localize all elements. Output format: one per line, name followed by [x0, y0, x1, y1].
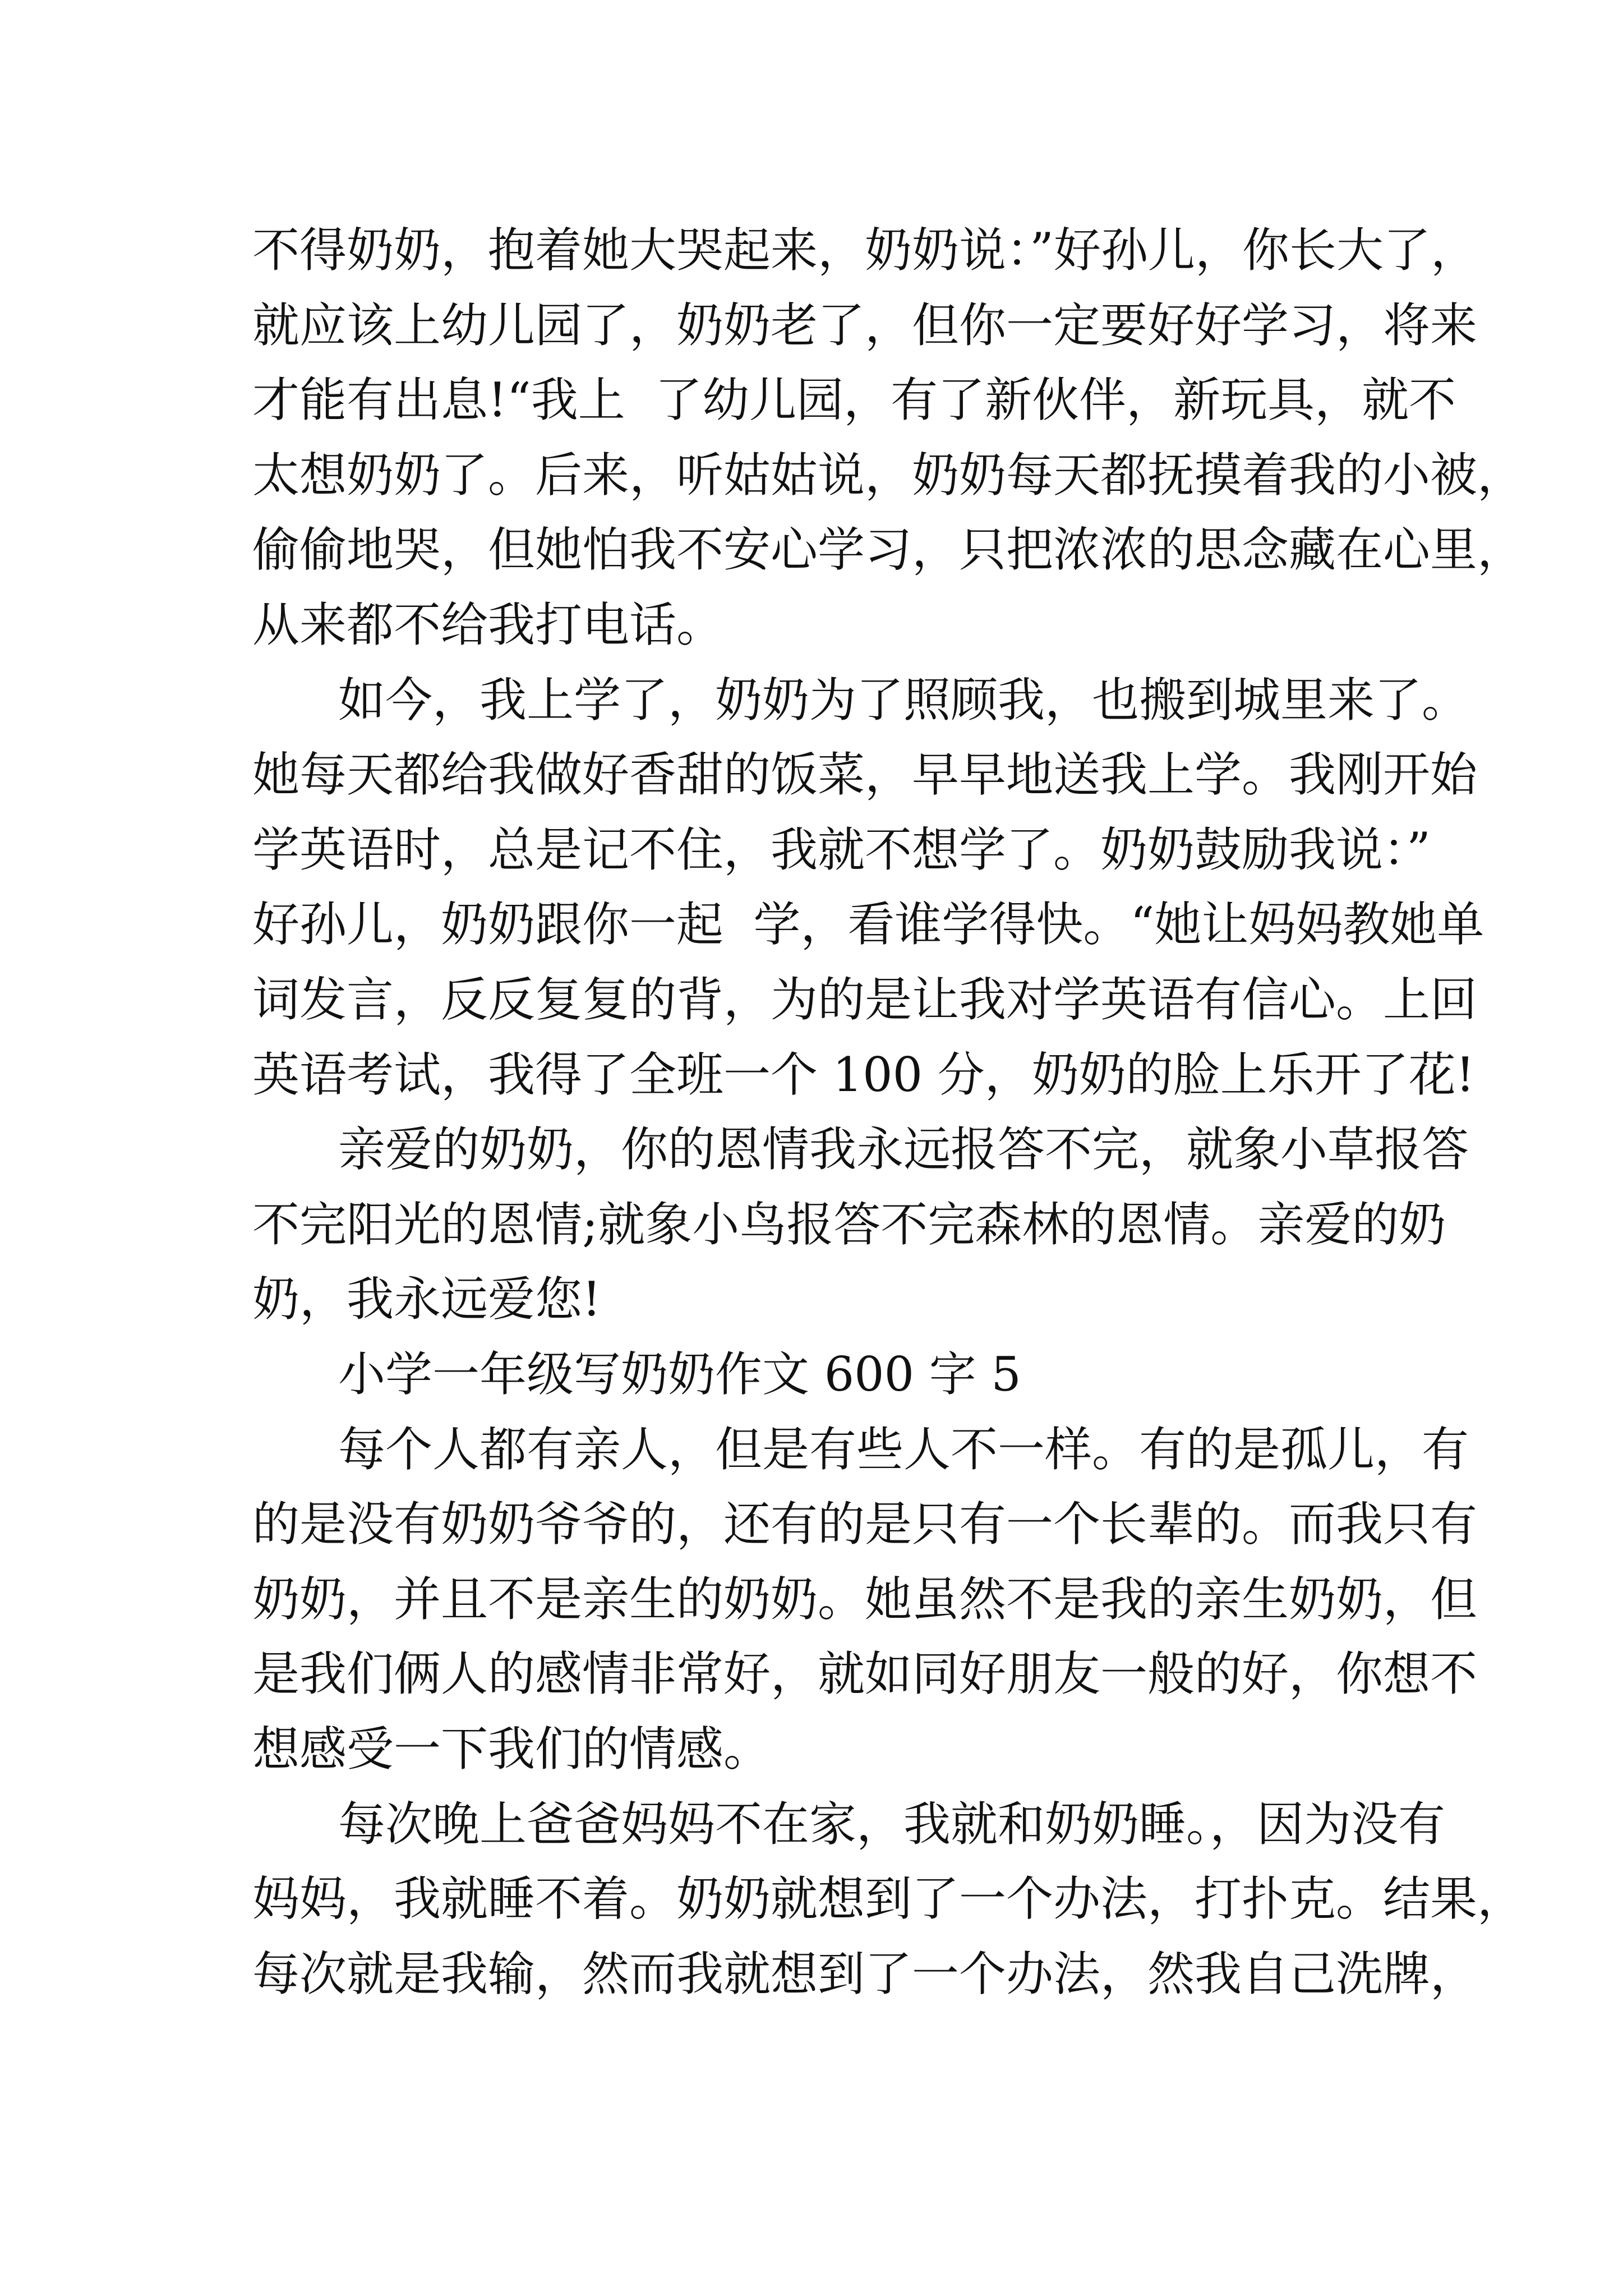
text-line: 是我们俩人的感情非常好，就如同好朋友一般的好，你想不: [252, 1646, 1478, 1701]
text-line: 就应该上幼儿园了，奶奶老了，但你一定要好好学习，将来: [252, 298, 1478, 353]
text-line: 太想奶奶了。后来，听姑姑说，奶奶每天都抚摸着我的小被，: [252, 448, 1525, 503]
text-line: 英语考试，我得了全班一个 100 分，奶奶的脸上乐开了花!: [252, 1047, 1475, 1102]
section-heading: 小学一年级写奶奶作文 600 字 5: [338, 1347, 1021, 1402]
paragraph-start-line: 每个人都有亲人，但是有些人不一样。有的是孤儿，有: [338, 1422, 1469, 1477]
text-line: 词发言，反反复复的背，为的是让我对学英语有信心。上回: [252, 972, 1478, 1027]
text-line: 才能有出息!“我上 了幼儿园，有了新伙伴，新玩具，就不: [252, 372, 1456, 427]
text-line: 想感受一下我们的情感。: [252, 1722, 771, 1777]
text-line: 的是没有奶奶爷爷的，还有的是只有一个长辈的。而我只有: [252, 1497, 1478, 1552]
paragraph-start-line: 如今，我上学了，奶奶为了照顾我，也搬到城里来了。: [338, 673, 1469, 728]
text-line: 好孙儿，奶奶跟你一起 学，看谁学得快。“她让妈妈教她单: [252, 897, 1484, 952]
text-line: 从来都不给我打电话。: [252, 597, 724, 652]
text-line: 学英语时，总是记不住，我就不想学了。奶奶鼓励我说：”: [252, 822, 1431, 877]
text-line: 她每天都给我做好香甜的饭菜，早早地送我上学。我刚开始: [252, 747, 1478, 802]
paragraph-start-line: 亲爱的奶奶，你的恩情我永远报答不完，就象小草报答: [338, 1122, 1469, 1177]
text-line: 不完阳光的恩情;就象小鸟报答不完森林的恩情。亲爱的奶: [252, 1197, 1446, 1252]
text-line: 奶，我永远爱您!: [252, 1272, 601, 1327]
text-line: 偷偷地哭，但她怕我不安心学习，只把浓浓的思念藏在心里，: [252, 522, 1525, 577]
text-line: 妈妈，我就睡不着。奶奶就想到了一个办法，打扑克。结果，: [252, 1871, 1525, 1926]
text-line: 奶奶，并且不是亲生的奶奶。她虽然不是我的亲生奶奶，但: [252, 1572, 1478, 1627]
paragraph-start-line: 每次晚上爸爸妈妈不在家，我就和奶奶睡。，因为没有: [338, 1797, 1446, 1852]
text-line: 不得奶奶，抱着她大哭起来，奶奶说：”好孙儿，你长大了，: [252, 223, 1478, 278]
text-line: 每次就是我输，然而我就想到了一个办法，然我自己洗牌，: [252, 1947, 1478, 2001]
